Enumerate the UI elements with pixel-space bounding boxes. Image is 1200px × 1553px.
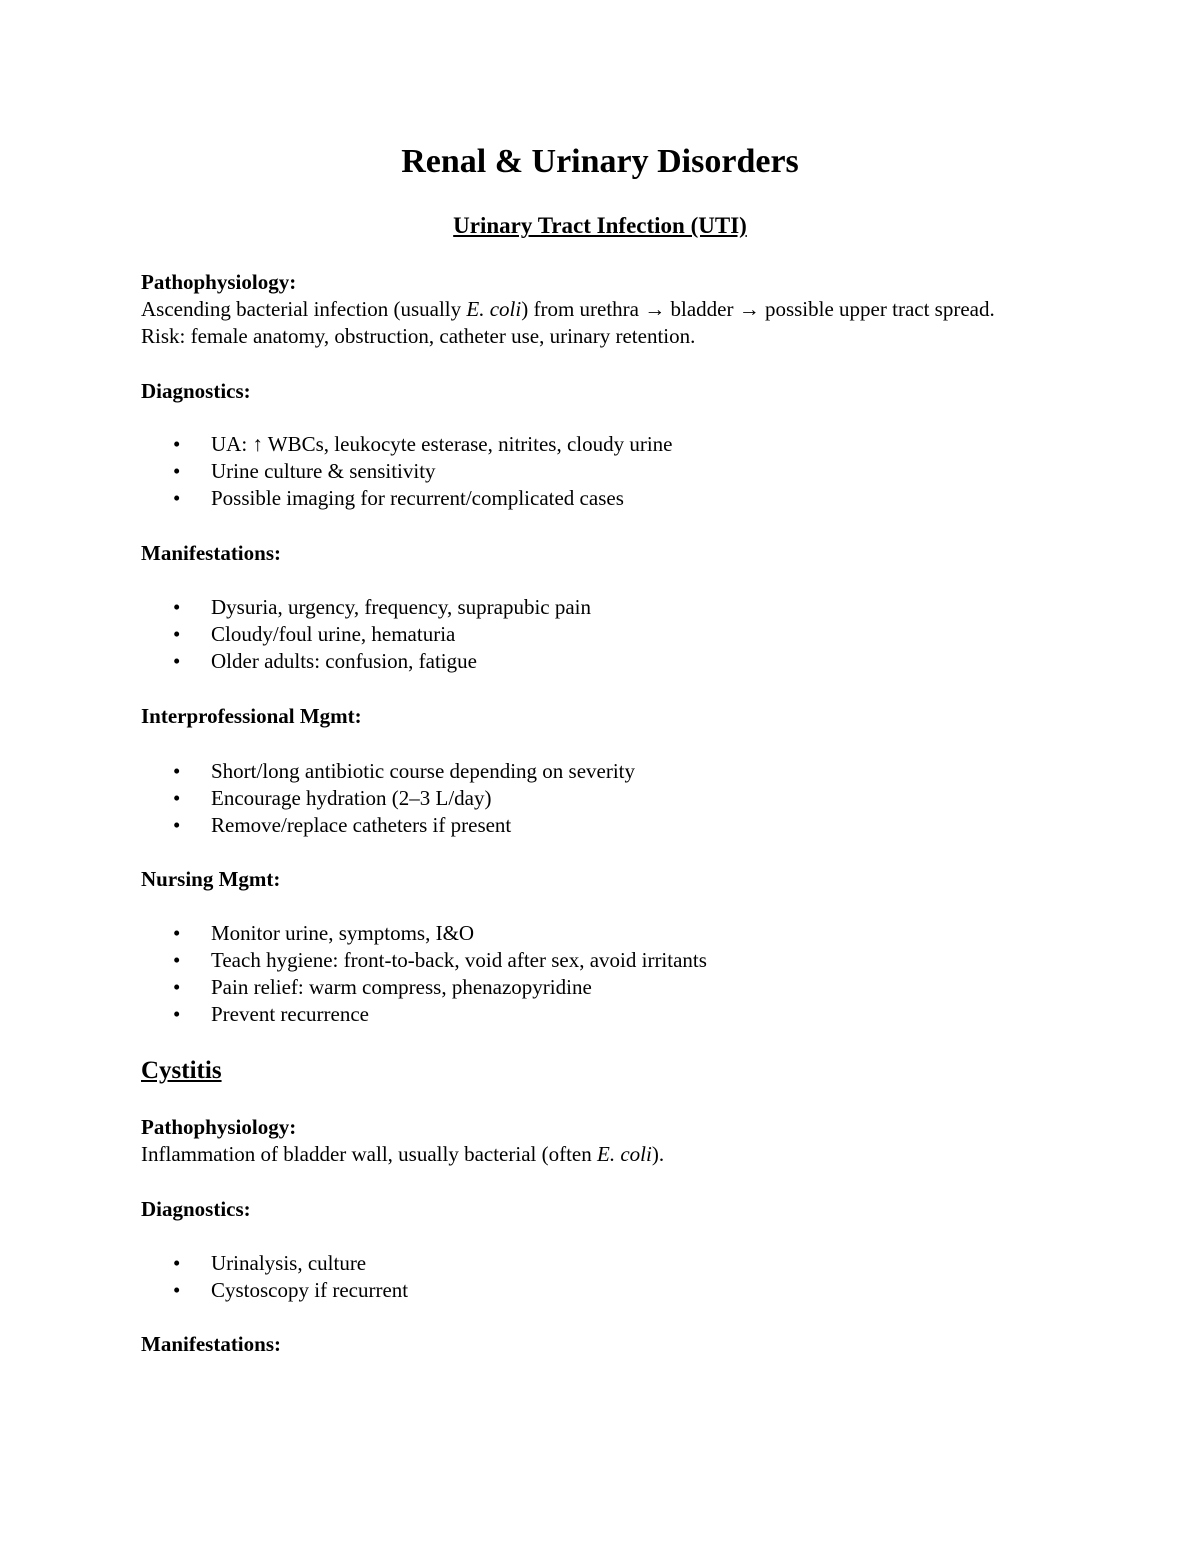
cystitis-heading: Cystitis — [141, 1057, 222, 1084]
cystitis-diag-list — [141, 1250, 408, 1304]
list-item: • Short/long antibiotic course depending on severity — [141, 758, 635, 785]
cystitis-manif-label: Manifestations: — [141, 1332, 281, 1356]
cystitis-patho-organism: E. coli — [597, 1142, 652, 1166]
list-item: • Cloudy/foul urine, hematuria — [141, 621, 591, 648]
list-item: • Monitor urine, symptoms, I&O — [141, 920, 707, 947]
cystitis-diag-label: Diagnostics: — [141, 1197, 251, 1221]
uti-heading: Urinary Tract Infection (UTI) — [453, 213, 747, 238]
uti-inter-list — [141, 758, 635, 839]
list-item: • Dysuria, urgency, frequency, suprapubic pain — [141, 594, 591, 621]
list-item: • Older adults: confusion, fatigue — [141, 648, 591, 675]
uti-patho-organism: E. coli — [466, 297, 522, 321]
list-item: • Teach hygiene: front-to-back, void after sex, avoid irritants — [141, 947, 707, 974]
cystitis-patho-text: Inflammation of bladder wall, usually bacterial (often E. coli). — [141, 1142, 665, 1166]
list-item: • Cystoscopy if recurrent — [141, 1277, 408, 1304]
list-item: • Urine culture & sensitivity — [141, 458, 673, 485]
list-item: • Encourage hydration (2–3 L/day) — [141, 785, 635, 812]
page-title: Renal & Urinary Disorders — [401, 143, 799, 180]
cystitis-patho-label: Pathophysiology: — [141, 1115, 297, 1139]
uti-nursing-list — [141, 920, 707, 1028]
list-item: • Possible imaging for recurrent/complicated cases — [141, 485, 673, 512]
uti-patho-text: Ascending bacterial infection (usually E. coli) from urethra → bladder → possible upper tract spread. Risk: female anatomy, obstruction, catheter use, urinary retention. — [141, 297, 995, 348]
uti-inter-label: Interprofessional Mgmt: — [141, 704, 362, 728]
uti-diag-list — [141, 431, 673, 512]
list-item: • UA: ↑ WBCs, leukocyte esterase, nitrites, cloudy urine — [141, 431, 673, 458]
list-item: • Remove/replace catheters if present — [141, 812, 635, 839]
list-item: • Urinalysis, culture — [141, 1250, 408, 1277]
list-item: • Pain relief: warm compress, phenazopyridine — [141, 974, 707, 1001]
list-item: • Prevent recurrence — [141, 1001, 707, 1028]
uti-nursing-label: Nursing Mgmt: — [141, 867, 281, 891]
uti-patho-label: Pathophysiology: — [141, 270, 297, 294]
uti-diag-label: Diagnostics: — [141, 379, 251, 403]
uti-manif-list — [141, 594, 591, 675]
uti-manif-label: Manifestations: — [141, 541, 281, 565]
